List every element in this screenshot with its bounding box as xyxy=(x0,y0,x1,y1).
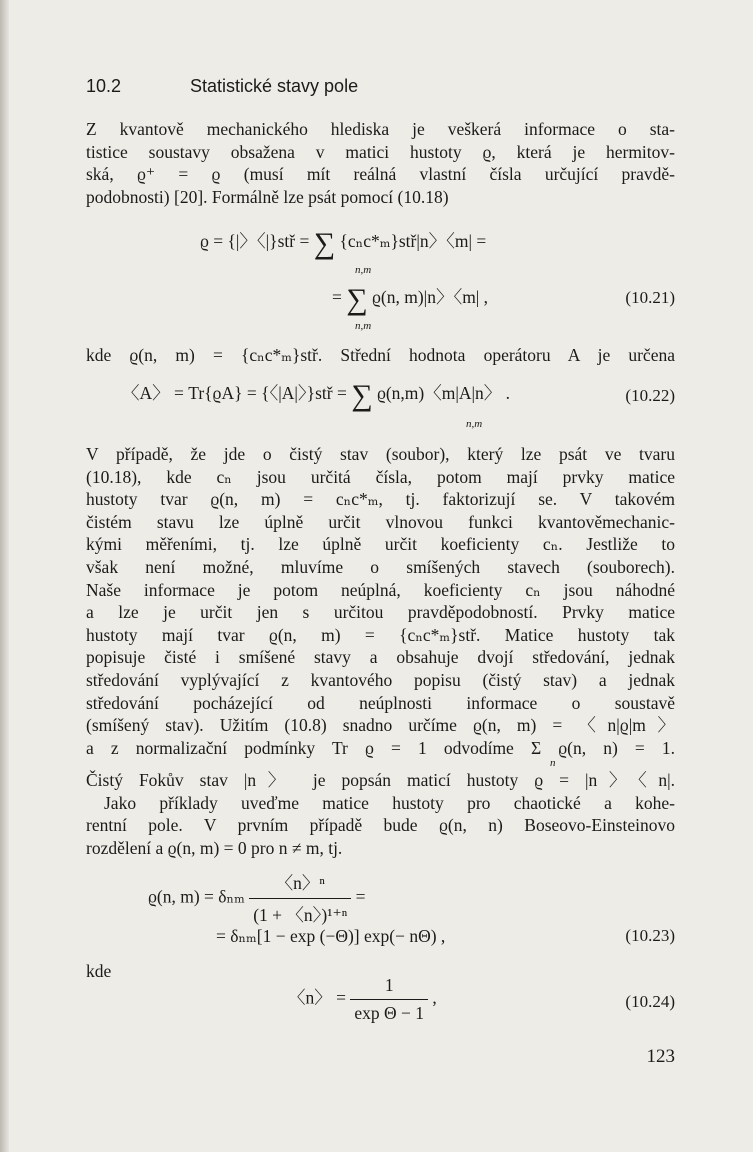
eq-part: = xyxy=(332,287,347,307)
text-line: (smíšený stav). Užitím (10.8) snadno určíme ϱ(n, m) = 〈n|ϱ|m〉 xyxy=(86,715,675,736)
sum-index: n,m xyxy=(355,264,372,276)
equation-number: (10.22) xyxy=(625,386,675,405)
eq-part: ϱ(n,m)〈m|A|n〉 . xyxy=(372,383,511,403)
text-line: V případě, že jde o čistý stav (soubor), který lze psát ve tvaru xyxy=(86,444,675,464)
section-title: Statistické stavy pole xyxy=(190,76,359,96)
sum-symbol: ∑ xyxy=(351,379,373,412)
text-line: hustoty mají tvar ϱ(n, m) = {cₙc*ₘ}stř. Matice hustoty tak xyxy=(86,624,675,645)
sum-symbol: ∑ xyxy=(346,283,368,316)
denominator: exp Θ − 1 xyxy=(350,999,428,1024)
eq-part: 〈A〉 = Tr{ϱA} = {〈|A|〉}stř = xyxy=(122,383,352,403)
equation-number: (10.23) xyxy=(625,926,675,945)
sum-symbol: ∑ xyxy=(313,227,336,260)
equation-number: (10.21) xyxy=(625,288,675,307)
equation-10-24 xyxy=(288,975,437,1024)
equation-10-23-line-2: = δₙₘ[1 − exp (−Θ)] exp(− nΘ) , xyxy=(216,926,446,946)
text-line: středování vyplývající z kvantového popisu (čistý stav) a jednak xyxy=(86,669,675,690)
sum-index: n,m xyxy=(466,418,483,430)
eq-part: , xyxy=(432,987,437,1008)
kde-line xyxy=(86,344,675,367)
eq-part: = xyxy=(355,886,366,907)
paragraph-1 xyxy=(86,118,675,208)
text-line: a z normalizační podmínky Tr ϱ = 1 odvodíme Σ ϱ(n, n) = 1. xyxy=(86,737,675,758)
paragraph-3 xyxy=(86,769,675,859)
text-line: ská, ϱ⁺ = ϱ (musí mít reálná vlastní čísla určující pravdě- xyxy=(86,164,675,185)
denominator: (1 + 〈n〉)¹⁺ⁿ xyxy=(249,898,351,927)
text-line: Jako příklady uveďme matice hustoty pro chaotické a kohe- xyxy=(104,792,675,813)
eq-part: {cₙc*ₘ}stř|n〉〈m| = xyxy=(335,231,487,251)
equation-10-21-line-2 xyxy=(332,284,488,315)
text-line: rentní pole. V prvním případě bude ϱ(n, n) Boseovo-Einsteinovo xyxy=(86,815,675,836)
fraction xyxy=(249,870,351,927)
equation-10-23-line-1 xyxy=(148,870,366,927)
eq-part: ϱ = {|〉〈|}stř = xyxy=(200,231,314,251)
numerator: 〈n〉ⁿ xyxy=(275,873,325,893)
text-line: kde ϱ(n, m) = {cₙc*ₘ}stř. Střední hodnota operátoru A je určena xyxy=(86,345,675,365)
text-line: tistice soustavy obsažena v matici hustoty ϱ, která je hermitov- xyxy=(86,141,675,162)
running-header xyxy=(86,76,675,100)
page-edge-shadow xyxy=(0,0,9,1152)
page-number: 123 xyxy=(646,1046,675,1067)
text-line: Z kvantově mechanického hlediska je veškerá informace o sta- xyxy=(86,119,675,139)
fraction xyxy=(350,975,428,1024)
equation-10-22 xyxy=(122,380,510,411)
text-line: (10.18), kde cₙ jsou určitá čísla, potom mají prvky matice xyxy=(86,466,675,487)
text-line: středování pocházející od neúplnosti informace o soustavě xyxy=(86,692,675,713)
text-line: však není možné, mluvíme o smíšených stavech (souborech). xyxy=(86,556,675,577)
text-line: Naše informace je potom neúplná, koeficienty cₙ jsou náhodné xyxy=(86,579,675,600)
text-line: rozdělení a ϱ(n, m) = 0 pro n ≠ m, tj. xyxy=(86,837,343,858)
text-line: čistém stavu lze úplně určit vlnovou funkci kvantověmechanic- xyxy=(86,511,675,532)
section-number: 10.2 xyxy=(86,76,122,96)
sum-index: n,m xyxy=(355,320,372,332)
text-line: a lze je určit jen s určitou pravděpodobností. Prvky matice xyxy=(86,602,675,623)
eq-part: 〈n〉 = xyxy=(288,987,351,1008)
text-line: Čistý Fokův stav |n〉 je popsán maticí hustoty ϱ = |n〉〈n|. xyxy=(86,770,675,790)
sum-index: n xyxy=(550,757,556,769)
eq-part: ϱ(n, m) = δₙₘ xyxy=(148,886,250,907)
eq-part: ϱ(n, m)|n〉〈m| , xyxy=(367,287,489,307)
text-line: podobnosti) [20]. Formálně lze psát pomocí (10.18) xyxy=(86,186,449,207)
text-line: kde xyxy=(86,961,112,981)
paragraph-2 xyxy=(86,443,675,759)
equation-number: (10.24) xyxy=(625,992,675,1011)
text-line: kými měřeními, tj. lze úplně určit koeficienty cₙ. Jestliže to xyxy=(86,534,675,555)
numerator: 1 xyxy=(384,975,394,995)
text-line: hustoty tvar ϱ(n, m) = cₙc*ₘ, tj. faktorizují se. V takovém xyxy=(86,489,675,510)
equation-10-21-line-1 xyxy=(200,228,486,259)
text-line: popisuje čisté i smíšené stavy a obsahuje dvojí středování, jednak xyxy=(86,647,675,668)
